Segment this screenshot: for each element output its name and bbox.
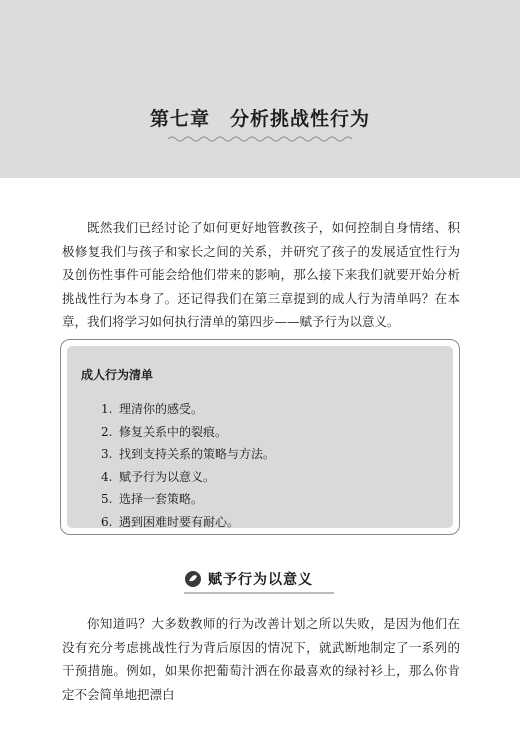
checklist-item: 5. 选择一套策略。 bbox=[101, 492, 204, 507]
chapter-header-band bbox=[0, 0, 520, 178]
leaf-bullet-icon bbox=[184, 570, 202, 588]
wave-divider bbox=[168, 134, 352, 144]
checklist-box bbox=[60, 339, 460, 535]
checklist-box-fill bbox=[67, 346, 453, 528]
checklist-title: 成人行为清单 bbox=[81, 368, 154, 382]
section-paragraph: 你知道吗？大多数教师的行为改善计划之所以失败，是因为他们在没有充分考虑挑战性行为背后原因的情况下，就武断地制定了一系列的干预措施。例如，如果你把葡萄汁洒在你最喜欢的绿衬衫上，那么你肯定不会简单地把漂白 bbox=[62, 616, 460, 702]
chapter-title: 第七章 分析挑战性行为 bbox=[149, 108, 370, 130]
checklist-item: 1. 理清你的感受。 bbox=[101, 402, 204, 416]
section-underline bbox=[184, 592, 334, 594]
intro-paragraph: 既然我们已经讨论了如何更好地管教孩子，如何控制自身情绪、积极修复我们与孩子和家长之间的关系，并研究了孩子的发展适宜性行为及创伤性事件可能会给他们带来的影响，那么接下来我们就要开始分析挑战性行为本身了。还记得我们在第三章提到的成人行为清单吗？在本章，我们将学习如何执行清单的第四步——赋予行为以意义。 bbox=[62, 220, 460, 329]
checklist-item: 6. 遇到困难时要有耐心。 bbox=[101, 514, 240, 529]
section-heading bbox=[184, 567, 313, 591]
checklist bbox=[101, 398, 275, 534]
section-title: 赋予行为以意义 bbox=[208, 572, 313, 588]
checklist-item: 4. 赋予行为以意义。 bbox=[101, 469, 216, 484]
checklist-item: 3. 找到支持关系的策略与方法。 bbox=[101, 447, 276, 462]
checklist-item: 2. 修复关系中的裂痕。 bbox=[101, 424, 228, 439]
